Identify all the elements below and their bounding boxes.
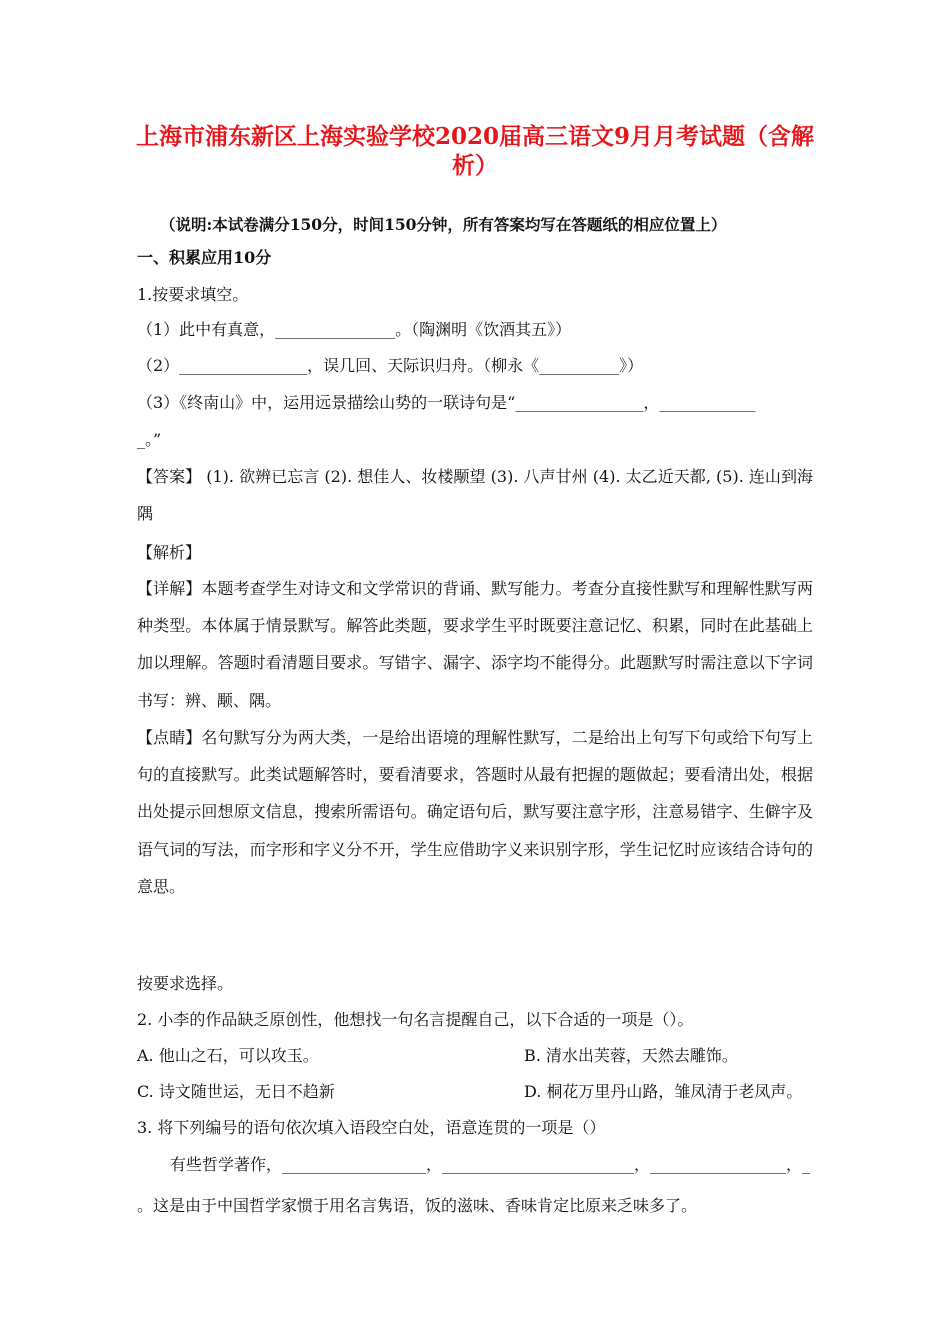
tip-paragraph: 【点睛】名句默写分为两大类，一是给出语境的理解性默写，二是给出上句写下句或给下句写上句的直接默写。此类试题解答时，要看清要求，答题时从最有把握的题做起；要看清出处，根据出处提示回想原文信息，搜索所需语句。确定语句后，默写要注意字形，注意易错字、生僻字及语气词的写法，而字形和字义分不开，学生应借助字义来识别字形，学生记忆时应该结合诗句的意思。 [137, 728, 813, 896]
question-2-option-a: A. 他山之石，可以攻玉。 [137, 1046, 319, 1065]
question-1-answer: 【答案】 (1). 欲辨已忘言 (2). 想佳人、妆楼颙望 (3). 八声甘州 (4). 太乙近天都, (5). 连山到海隅 [137, 467, 813, 524]
question-1-item-1: （1）此中有真意，_______________。（陶渊明《饮酒其五》） [137, 320, 572, 339]
question-1-item-3-cont: _。” [137, 430, 162, 449]
question-1-prompt: 1.按要求填空。 [137, 285, 249, 304]
question-1-item-3: （3）《终南山》中，运用远景描绘山势的一联诗句是“________________，____________ [137, 393, 756, 412]
question-3-passage-line-2: 。这是由于中国哲学家惯于用名言隽语，饭的滋味、香味肯定比原来乏味多了。 [137, 1196, 698, 1215]
section-heading: 一、积累应用10分 [137, 248, 272, 267]
question-3-passage-line-1: 有些哲学著作，__________________，________________________，_________________，_ [170, 1155, 811, 1174]
question-2-option-c: C. 诗文随世运，无日不趋新 [137, 1082, 335, 1101]
question-2-stem: 2. 小李的作品缺乏原创性，他想找一句名言提醒自己，以下合适的一项是（）。 [137, 1010, 694, 1029]
question-1-item-2: （2）________________，误几回、天际识归舟。（柳永《__________》） [137, 356, 644, 375]
choose-prompt: 按要求选择。 [137, 974, 234, 993]
question-2-option-d: D. 桐花万里丹山路，雏凤清于老凤声。 [524, 1082, 803, 1101]
analysis-label: 【解析】 [137, 543, 202, 562]
document-title: 上海市浦东新区上海实验学校2020届高三语文9月月考试题（含解析） [135, 123, 815, 179]
question-3-stem: 3. 将下列编号的语句依次填入语段空白处，语意连贯的一项是（） [137, 1118, 606, 1137]
question-2-option-b: B. 清水出芙蓉，天然去雕饰。 [524, 1046, 738, 1065]
exam-note: （说明:本试卷满分150分，时间150分钟，所有答案均写在答题纸的相应位置上） [160, 215, 727, 234]
detail-paragraph: 【详解】本题考查学生对诗文和文学常识的背诵、默写能力。考查分直接性默写和理解性默写两种类型。本体属于情景默写。解答此类题，要求学生平时既要注意记忆、积累，同时在此基础上加以理解。答题时看清题目要求。写错字、漏字、添字均不能得分。此题默写时需注意以下字词书写：辨、颙、隅。 [137, 579, 813, 710]
